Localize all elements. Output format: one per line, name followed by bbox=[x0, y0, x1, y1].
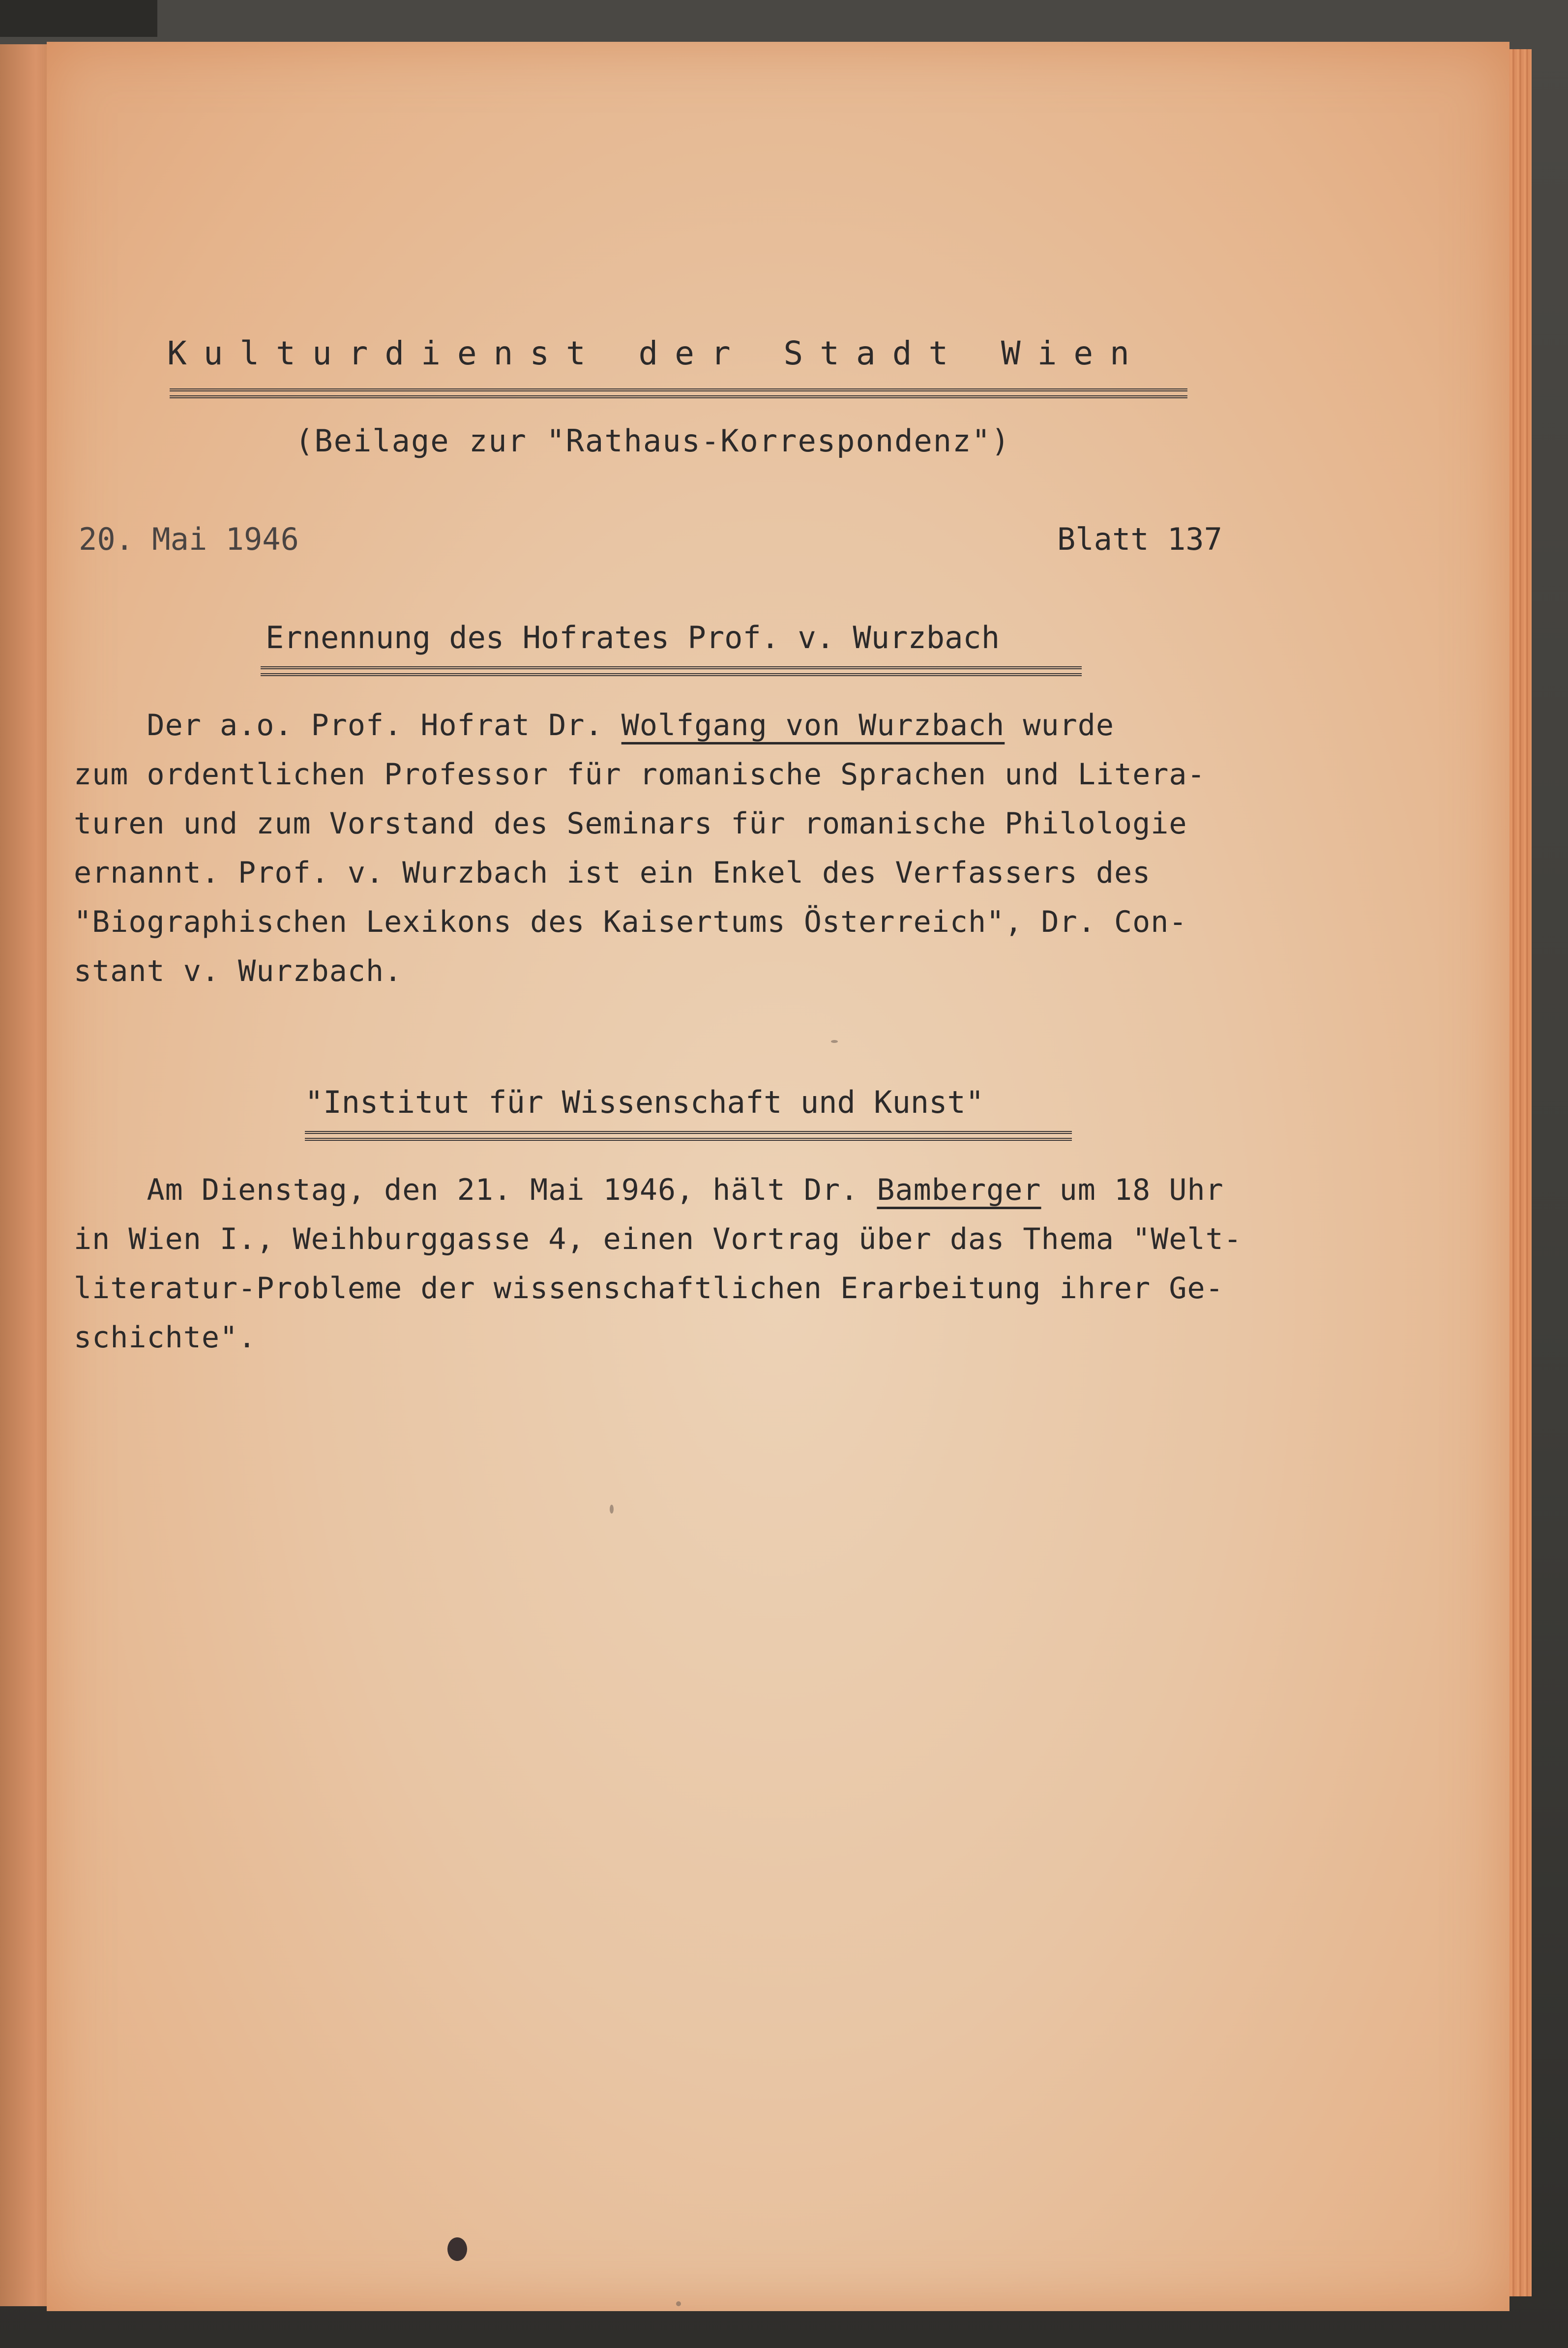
text-line bbox=[74, 897, 1206, 947]
line-text: stant v. Wurzbach. bbox=[74, 954, 403, 988]
line-text: "Biographischen Lexikons des Kaisertums Österreich", Dr. Con- bbox=[74, 905, 1187, 939]
text-line bbox=[74, 1264, 1242, 1313]
text-line bbox=[74, 750, 1206, 799]
underlined-name: Bamberger bbox=[877, 1173, 1041, 1207]
sheet-number: Blatt 137 bbox=[1057, 521, 1222, 557]
masthead-rule bbox=[170, 388, 1187, 398]
text-line bbox=[74, 848, 1206, 897]
ink-blot bbox=[447, 2237, 467, 2261]
section-heading-1: Ernennung des Hofrates Prof. v. Wurzbach bbox=[266, 620, 1000, 655]
line-text: schichte". bbox=[74, 1320, 257, 1355]
text-line bbox=[74, 1313, 1242, 1362]
scan-corner-tag bbox=[0, 0, 157, 37]
underlined-name: Wolfgang von Wurzbach bbox=[621, 708, 1005, 743]
line-text: zum ordentlichen Professor für romanische Sprachen und Litera- bbox=[74, 757, 1206, 792]
line-text: um 18 Uhr bbox=[1041, 1173, 1224, 1207]
masthead-subtitle: (Beilage zur "Rathaus-Korrespondenz") bbox=[295, 423, 1011, 459]
section-body-1 bbox=[74, 701, 1206, 996]
line-text: literatur-Probleme der wissenschaftlichen Erarbeitung ihrer Ge- bbox=[74, 1271, 1224, 1306]
section-heading-2: "Institut für Wissenschaft und Kunst" bbox=[305, 1084, 984, 1120]
line-text: Der a.o. Prof. Hofrat Dr. bbox=[74, 708, 621, 743]
line-text: wurde bbox=[1005, 708, 1115, 743]
text-line bbox=[74, 1215, 1242, 1264]
text-line bbox=[74, 701, 1206, 750]
line-text: in Wien I., Weihburggasse 4, einen Vortrag über das Thema "Welt- bbox=[74, 1222, 1242, 1256]
section-heading-2-rule bbox=[305, 1131, 1072, 1141]
masthead-title: Kulturdienst der Stadt Wien bbox=[167, 334, 1146, 372]
paper-speck bbox=[676, 2301, 681, 2306]
line-text: Am Dienstag, den 21. Mai 1946, hält Dr. bbox=[74, 1173, 877, 1207]
issue-date: 20. Mai 1946 bbox=[79, 521, 299, 557]
section-heading-1-rule bbox=[261, 666, 1082, 676]
paper-speck bbox=[610, 1505, 614, 1514]
line-text: turen und zum Vorstand des Seminars für romanische Philologie bbox=[74, 806, 1187, 841]
section-body-2 bbox=[74, 1165, 1242, 1362]
text-line bbox=[74, 947, 1206, 996]
line-text: ernannt. Prof. v. Wurzbach ist ein Enkel des Verfassers des bbox=[74, 856, 1151, 890]
paper-speck bbox=[831, 1040, 838, 1043]
text-line bbox=[74, 1165, 1242, 1215]
text-line bbox=[74, 799, 1206, 848]
